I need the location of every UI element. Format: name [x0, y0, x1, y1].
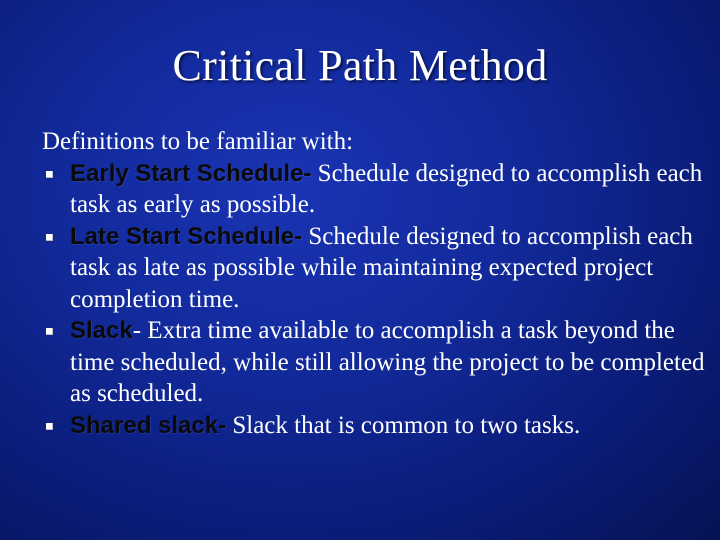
term-late-start: Late Start Schedule-	[70, 222, 303, 250]
square-bullet-icon	[46, 171, 53, 178]
square-bullet-icon	[46, 328, 53, 335]
term-slack: Slack	[70, 317, 133, 344]
square-bullet-icon	[46, 423, 53, 430]
definition-shared-slack: Slack that is common to two tasks.	[226, 411, 581, 439]
slide-title: Critical Path Method	[172, 41, 548, 90]
definition-slack: - Extra time available to accomplish a task beyond the time scheduled, while still allowing the project to be completed as scheduled.	[70, 317, 705, 407]
list-item	[42, 315, 712, 410]
slide-body	[42, 126, 712, 441]
term-shared-slack: Shared slack-	[70, 411, 227, 439]
definition-early-start: Schedule designed to accomplish each task as early as possible.	[70, 159, 703, 218]
term-early-start: Early Start Schedule-	[70, 159, 312, 187]
intro-text: Definitions to be familiar with:	[42, 128, 354, 155]
list-item	[42, 221, 712, 316]
square-bullet-icon	[46, 234, 53, 241]
list-item	[42, 158, 712, 221]
definition-late-start: Schedule designed to accomplish each task as late as possible while maintaining expected project completion time.	[70, 222, 693, 313]
list-item	[42, 410, 712, 442]
definitions-list	[42, 158, 712, 442]
